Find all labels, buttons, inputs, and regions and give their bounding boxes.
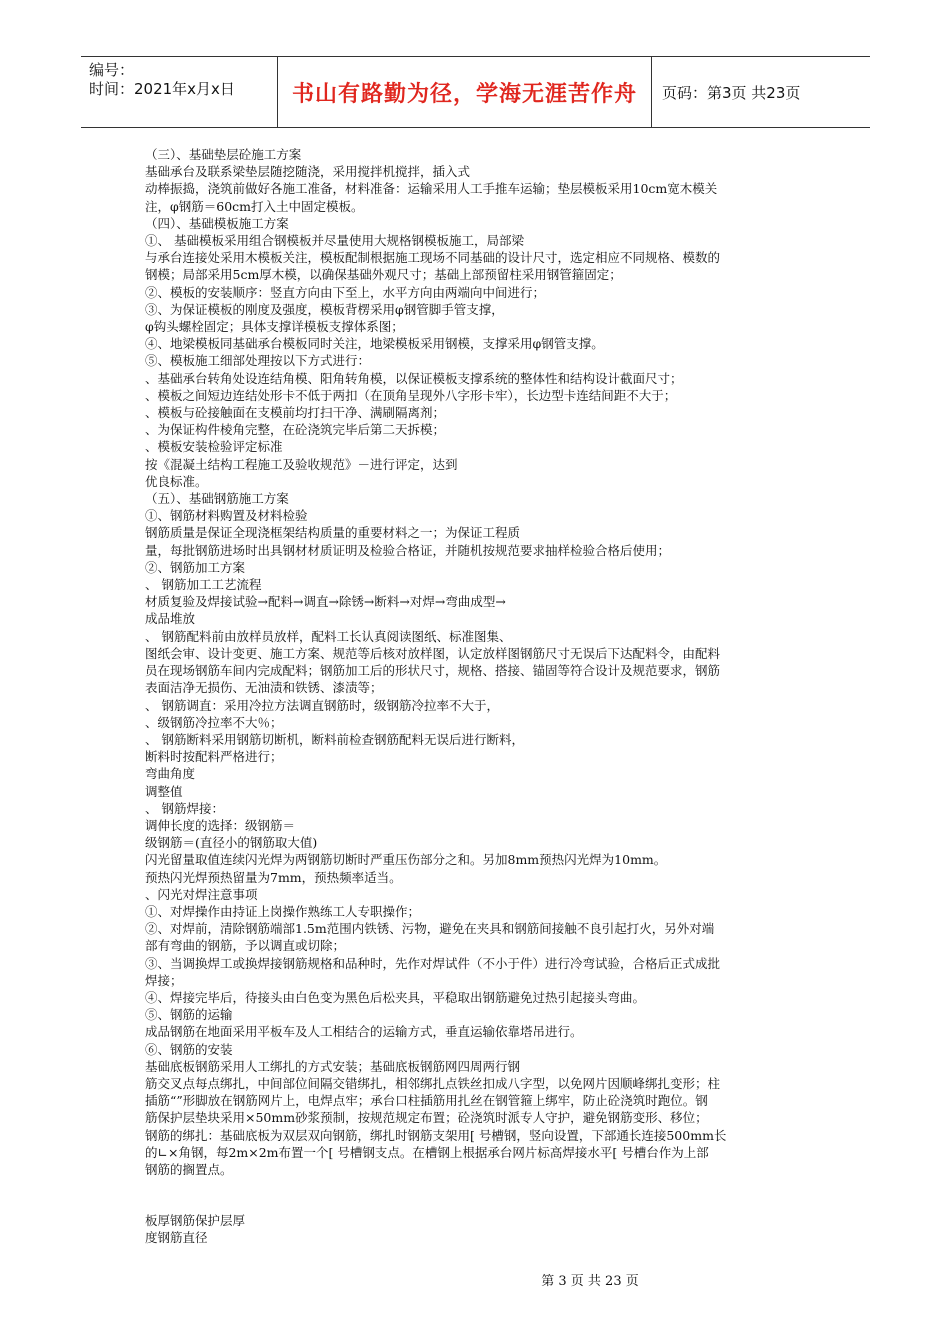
text-line: ③、为保证模板的刚度及强度，模板背楞采用φ钢管脚手管支撑， (145, 301, 504, 317)
text-line: 、模板与砼接触面在支模前均打扫干净、满刷隔离剂； (145, 405, 446, 421)
text-line: ⑤、钢筋的运输 (145, 1007, 233, 1023)
text-line: 、基础承台转角处设连结角模、阳角转角模，以保证模板支撑系统的整体性和结构设计截面尺寸； (145, 370, 683, 386)
document-body (145, 146, 810, 1247)
text-line: 筋交叉点每点绑扎，中间部位间隔交错绑扎，相邻绑扎点铁丝扣成八字型，以免网片因顺峰绑扎变形；柱 (145, 1075, 721, 1091)
text-line: ④、地梁模板同基础承台模板同时关注，地梁模板采用钢模，支撑采用φ钢管支撑。 (145, 336, 604, 352)
text-line: （五）、基础钢筋施工方案 (145, 491, 289, 507)
text-line: 、 钢筋断料采用钢筋切断机，断料前检查钢筋配料无误后进行断料， (145, 731, 524, 747)
text-line: 图纸会审、设计变更、施工方案、规范等后核对放样图，认定放样图钢筋尺寸无误后下达配料令，由配料 (145, 645, 721, 661)
header-right-cell (652, 57, 870, 127)
page-header (81, 56, 870, 128)
text-line: ①、 基础模板采用组合钢模板并尽量使用大规格钢模板施工，局部梁 (145, 233, 524, 249)
text-line: 、 钢筋调直：采用冷拉方法调直钢筋时，级钢筋冷拉率不大于， (145, 697, 499, 713)
text-line: 插筋“”形脚放在钢筋网片上，电焊点牢；承台口柱插筋用扎丝在钢管箍上绑牢，防止砼浇筑时跑位。钢 (145, 1093, 708, 1109)
text-line: 度钢筋直径 (145, 1230, 208, 1246)
text-line: 钢筋质量是保证全现浇框架结构质量的重要材料之一；为保证工程质 (145, 525, 521, 541)
text-line: 焊接； (145, 972, 183, 988)
blank-gap (145, 1178, 810, 1212)
text-line: 成品钢筋在地面采用平板车及人工相结合的运输方式，垂直运输依靠塔吊进行。 (145, 1024, 583, 1040)
text-line: 级钢筋＝(直径小的钢筋取大值) (145, 835, 318, 851)
text-line: 、模板安装检验评定标准 (145, 439, 283, 455)
text-line: 材质复验及焊接试验→配料→调直→除锈→断料→对焊→弯曲成型→ (145, 594, 506, 610)
header-left-cell (81, 57, 278, 127)
text-line: φ钩头螺栓固定；具体支撑详模板支撑体系图； (145, 319, 404, 335)
text-line: ⑤、模板施工细部处理按以下方式进行： (145, 353, 371, 369)
text-line: 基础承台及联系梁垫层随挖随浇，采用搅拌机搅拌，插入式 (145, 164, 471, 180)
text-line: ①、钢筋材料购置及材料检验 (145, 508, 308, 524)
text-line: （四）、基础模板施工方案 (145, 215, 289, 231)
text-line: 调整值 (145, 783, 183, 799)
text-line: 与承台连接处采用木模板关注，模板配制根据施工现场不同基础的设计尺寸，选定相应不同规格、模数的 (145, 250, 721, 266)
text-line: 量，每批钢筋进场时出具钢材材质证明及检验合格证，并随机按规范要求抽样检验合格后使用； (145, 542, 671, 558)
text-line: 筋保护层垫块采用×50mm砂浆预制，按规范规定布置；砼浇筑时派专人守护，避免钢筋变形、移位； (145, 1110, 708, 1126)
text-line: ②、钢筋加工方案 (145, 559, 246, 575)
text-line: ①、对焊操作由持证上岗操作熟练工人专职操作； (145, 903, 421, 919)
text-line: 表面洁净无损伤、无油渍和铁锈、漆渍等； (145, 680, 383, 696)
serial-label: 编号： (89, 61, 135, 79)
text-line: 基础底板钢筋采用人工绑扎的方式安装；基础底板钢筋网四周两行钢 (145, 1058, 521, 1074)
text-line: 闪光留量取值连续闪光焊为两钢筋切断时严重压伤部分之和。另加8mm预热闪光焊为10mm。 (145, 852, 667, 868)
time-label: 时间：2021年x月x日 (89, 80, 235, 98)
text-line: ⑥、钢筋的安装 (145, 1041, 233, 1057)
page-label: 页码：第3页 共23页 (662, 83, 801, 102)
text-line: 注，φ钢筋＝60cm打入土中固定模板。 (145, 198, 364, 214)
text-line: ②、模板的安装顺序：竖直方向由下至上，水平方向由两端向中间进行； (145, 284, 546, 300)
text-line: 预热闪光焊预热留量为7mm，预热频率适当。 (145, 869, 402, 885)
text-line: 、闪光对焊注意事项 (145, 886, 258, 902)
text-line: 板厚钢筋保护层厚 (145, 1213, 246, 1229)
text-line: 的∟×角钢，每2m×2m布置一个[ 号槽钢支点。在槽钢上根据承台网片标高焊接水平[ 号槽台作为上部 (145, 1144, 709, 1160)
text-line: 员在现场钢筋车间内完成配料；钢筋加工后的形状尺寸，规格、搭接、锚固等符合设计及规范要求，钢筋 (145, 663, 721, 679)
text-line: （三）、基础垫层砼施工方案 (145, 147, 302, 162)
text-line: 钢模；局部采用5cm厚木模，以确保基础外观尺寸；基础上部预留柱采用钢管箍固定； (145, 267, 622, 283)
text-line: ②、对焊前，清除钢筋端部1.5m范围内铁锈、污物，避免在夹具和钢筋间接触不良引起打火，另外对端 (145, 921, 715, 937)
page-footer: 第 3 页 共 23 页 (541, 1274, 639, 1289)
text-line: 成品堆放 (145, 611, 196, 627)
text-line: 钢筋的搁置点。 (145, 1161, 233, 1177)
text-line: 、 钢筋焊接： (145, 800, 224, 816)
text-line: 、 钢筋加工工艺流程 (145, 577, 262, 593)
text-line: 、模板之间短边连结处形卡不低于两扣（在顶角呈现外八字形卡牢），长边型卡连结间距不大于； (145, 387, 677, 403)
text-line: 动棒振捣，浇筑前做好各施工准备，材料准备：运输采用人工手推车运输；垫层模板采用10cm宽木模关 (145, 181, 718, 197)
text-line: 、 钢筋配料前由放样员放样，配料工长认真阅读图纸、标准图集、 (145, 628, 512, 644)
text-line: 部有弯曲的钢筋，予以调直或切除； (145, 938, 346, 954)
text-line: 断料时按配料严格进行； (145, 749, 283, 765)
motto: 书山有路勤为径，学海无涯苦作舟 (291, 81, 637, 107)
text-line: 按《混凝土结构工程施工及验收规范》－进行评定，达到 (145, 456, 458, 472)
text-line: 、级钢筋冷拉率不大％； (145, 714, 283, 730)
text-line: ④、焊接完毕后，待接头由白色变为黑色后松夹具，平稳取出钢筋避免过热引起接头弯曲。 (145, 989, 646, 1005)
text-line: 调伸长度的选择：级钢筋＝ (145, 817, 296, 833)
text-line: 优良标准。 (145, 473, 208, 489)
text-line: 弯曲角度 (145, 766, 196, 782)
text-line: 钢筋的绑扎：基础底板为双层双向钢筋，绑扎时钢筋支架用[ 号槽钢，竖向设置，下部通长连接500mm长 (145, 1127, 727, 1143)
text-line: ③、当调换焊工或换焊接钢筋规格和品种时，先作对焊试件（不小于件）进行冷弯试验，合格后正式成批 (145, 955, 721, 971)
text-line: 、为保证构件棱角完整，在砼浇筑完毕后第二天拆模； (145, 422, 446, 438)
header-motto-cell (278, 57, 652, 127)
